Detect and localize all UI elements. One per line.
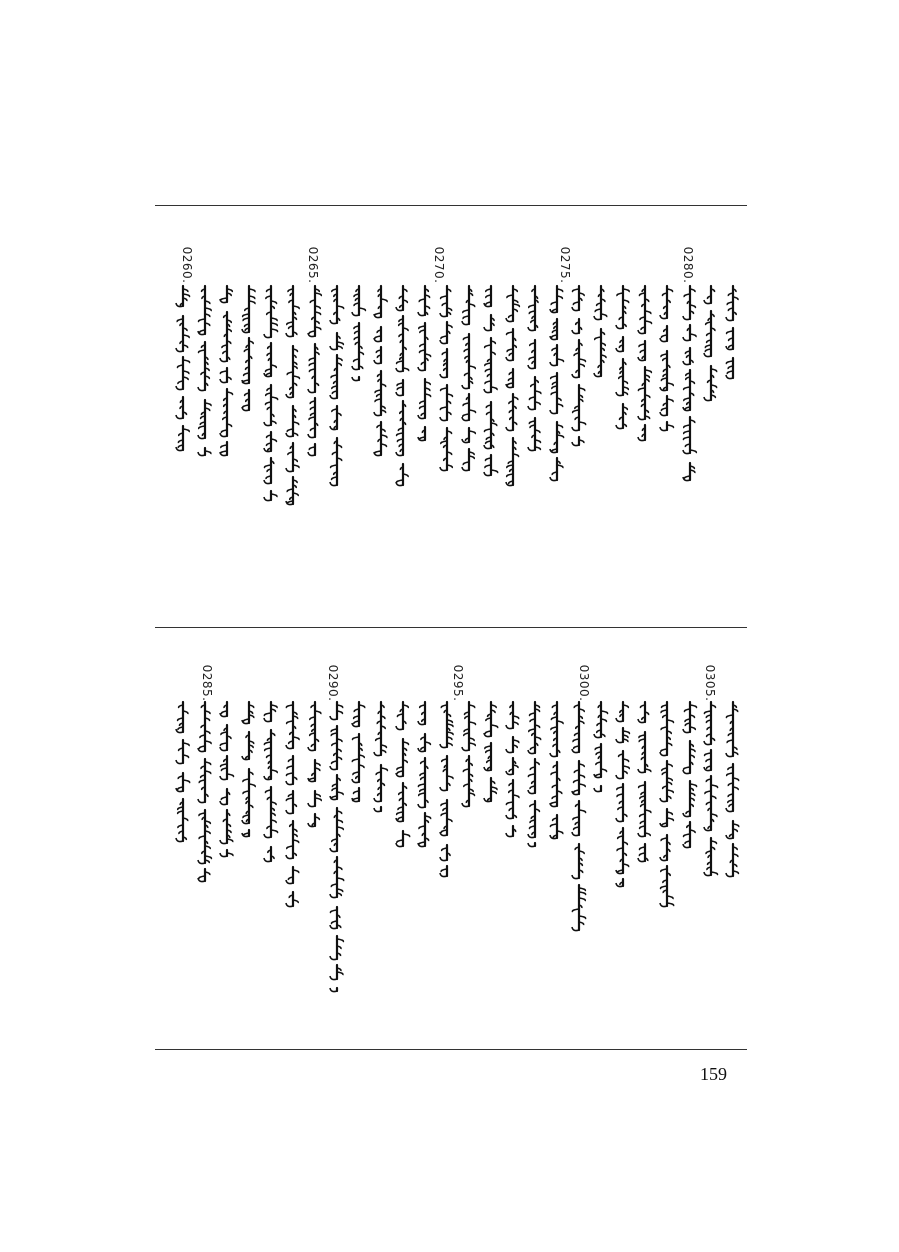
line-number: 0295. [451,664,465,702]
script-column [370,284,392,459]
script-column [260,700,282,865]
line-number: 0305. [703,664,717,702]
script-column [524,700,546,850]
section-divider-middle [155,627,747,628]
script-column [238,700,260,840]
script-column [679,284,701,484]
script-column [392,700,414,850]
script-column [216,284,238,459]
line-number: 0285. [200,664,214,702]
script-column [238,284,260,414]
script-column [590,284,612,389]
script-column [458,700,480,810]
script-column [480,284,502,479]
script-column [700,700,722,885]
script-column [656,284,678,434]
script-column [656,700,678,910]
line-number: 0280. [681,246,695,284]
script-column [304,284,326,459]
script-column [282,700,304,910]
script-column [524,284,546,454]
script-column [436,700,458,880]
script-column [546,700,568,845]
script-column [568,284,590,449]
page-number: 159 [700,1064,727,1084]
line-number: 0265. [306,246,320,284]
script-column [436,284,458,474]
script-column [546,284,568,484]
script-column [679,700,701,855]
script-column [172,700,194,845]
script-column [612,700,634,890]
line-number: 0290. [326,664,340,702]
script-column [502,284,524,489]
script-column [414,284,436,444]
script-column [326,284,348,489]
line-number: 0260. [180,246,194,284]
script-column [634,284,656,444]
script-column [194,284,216,459]
section-divider-bottom [155,1049,747,1050]
line-number: 0275. [558,246,572,284]
script-column [348,700,370,805]
script-column [348,284,370,384]
script-column [172,284,194,454]
section-divider-top [155,205,747,206]
line-number: 0300. [577,664,591,702]
script-column [722,700,744,880]
script-column [216,700,238,860]
script-column [634,700,656,865]
script-column [282,284,304,509]
script-column [304,700,326,830]
script-column [590,700,612,795]
script-column [326,700,348,995]
script-column [502,700,524,840]
script-column [414,700,436,850]
script-column [392,284,414,489]
script-column [260,284,282,504]
script-column [700,284,722,404]
line-number: 0270. [432,246,446,284]
script-column [722,284,744,382]
script-column [612,284,634,434]
script-column [370,700,392,815]
script-column [194,700,216,885]
script-column [568,700,590,940]
script-column [458,284,480,474]
script-column [480,700,502,805]
